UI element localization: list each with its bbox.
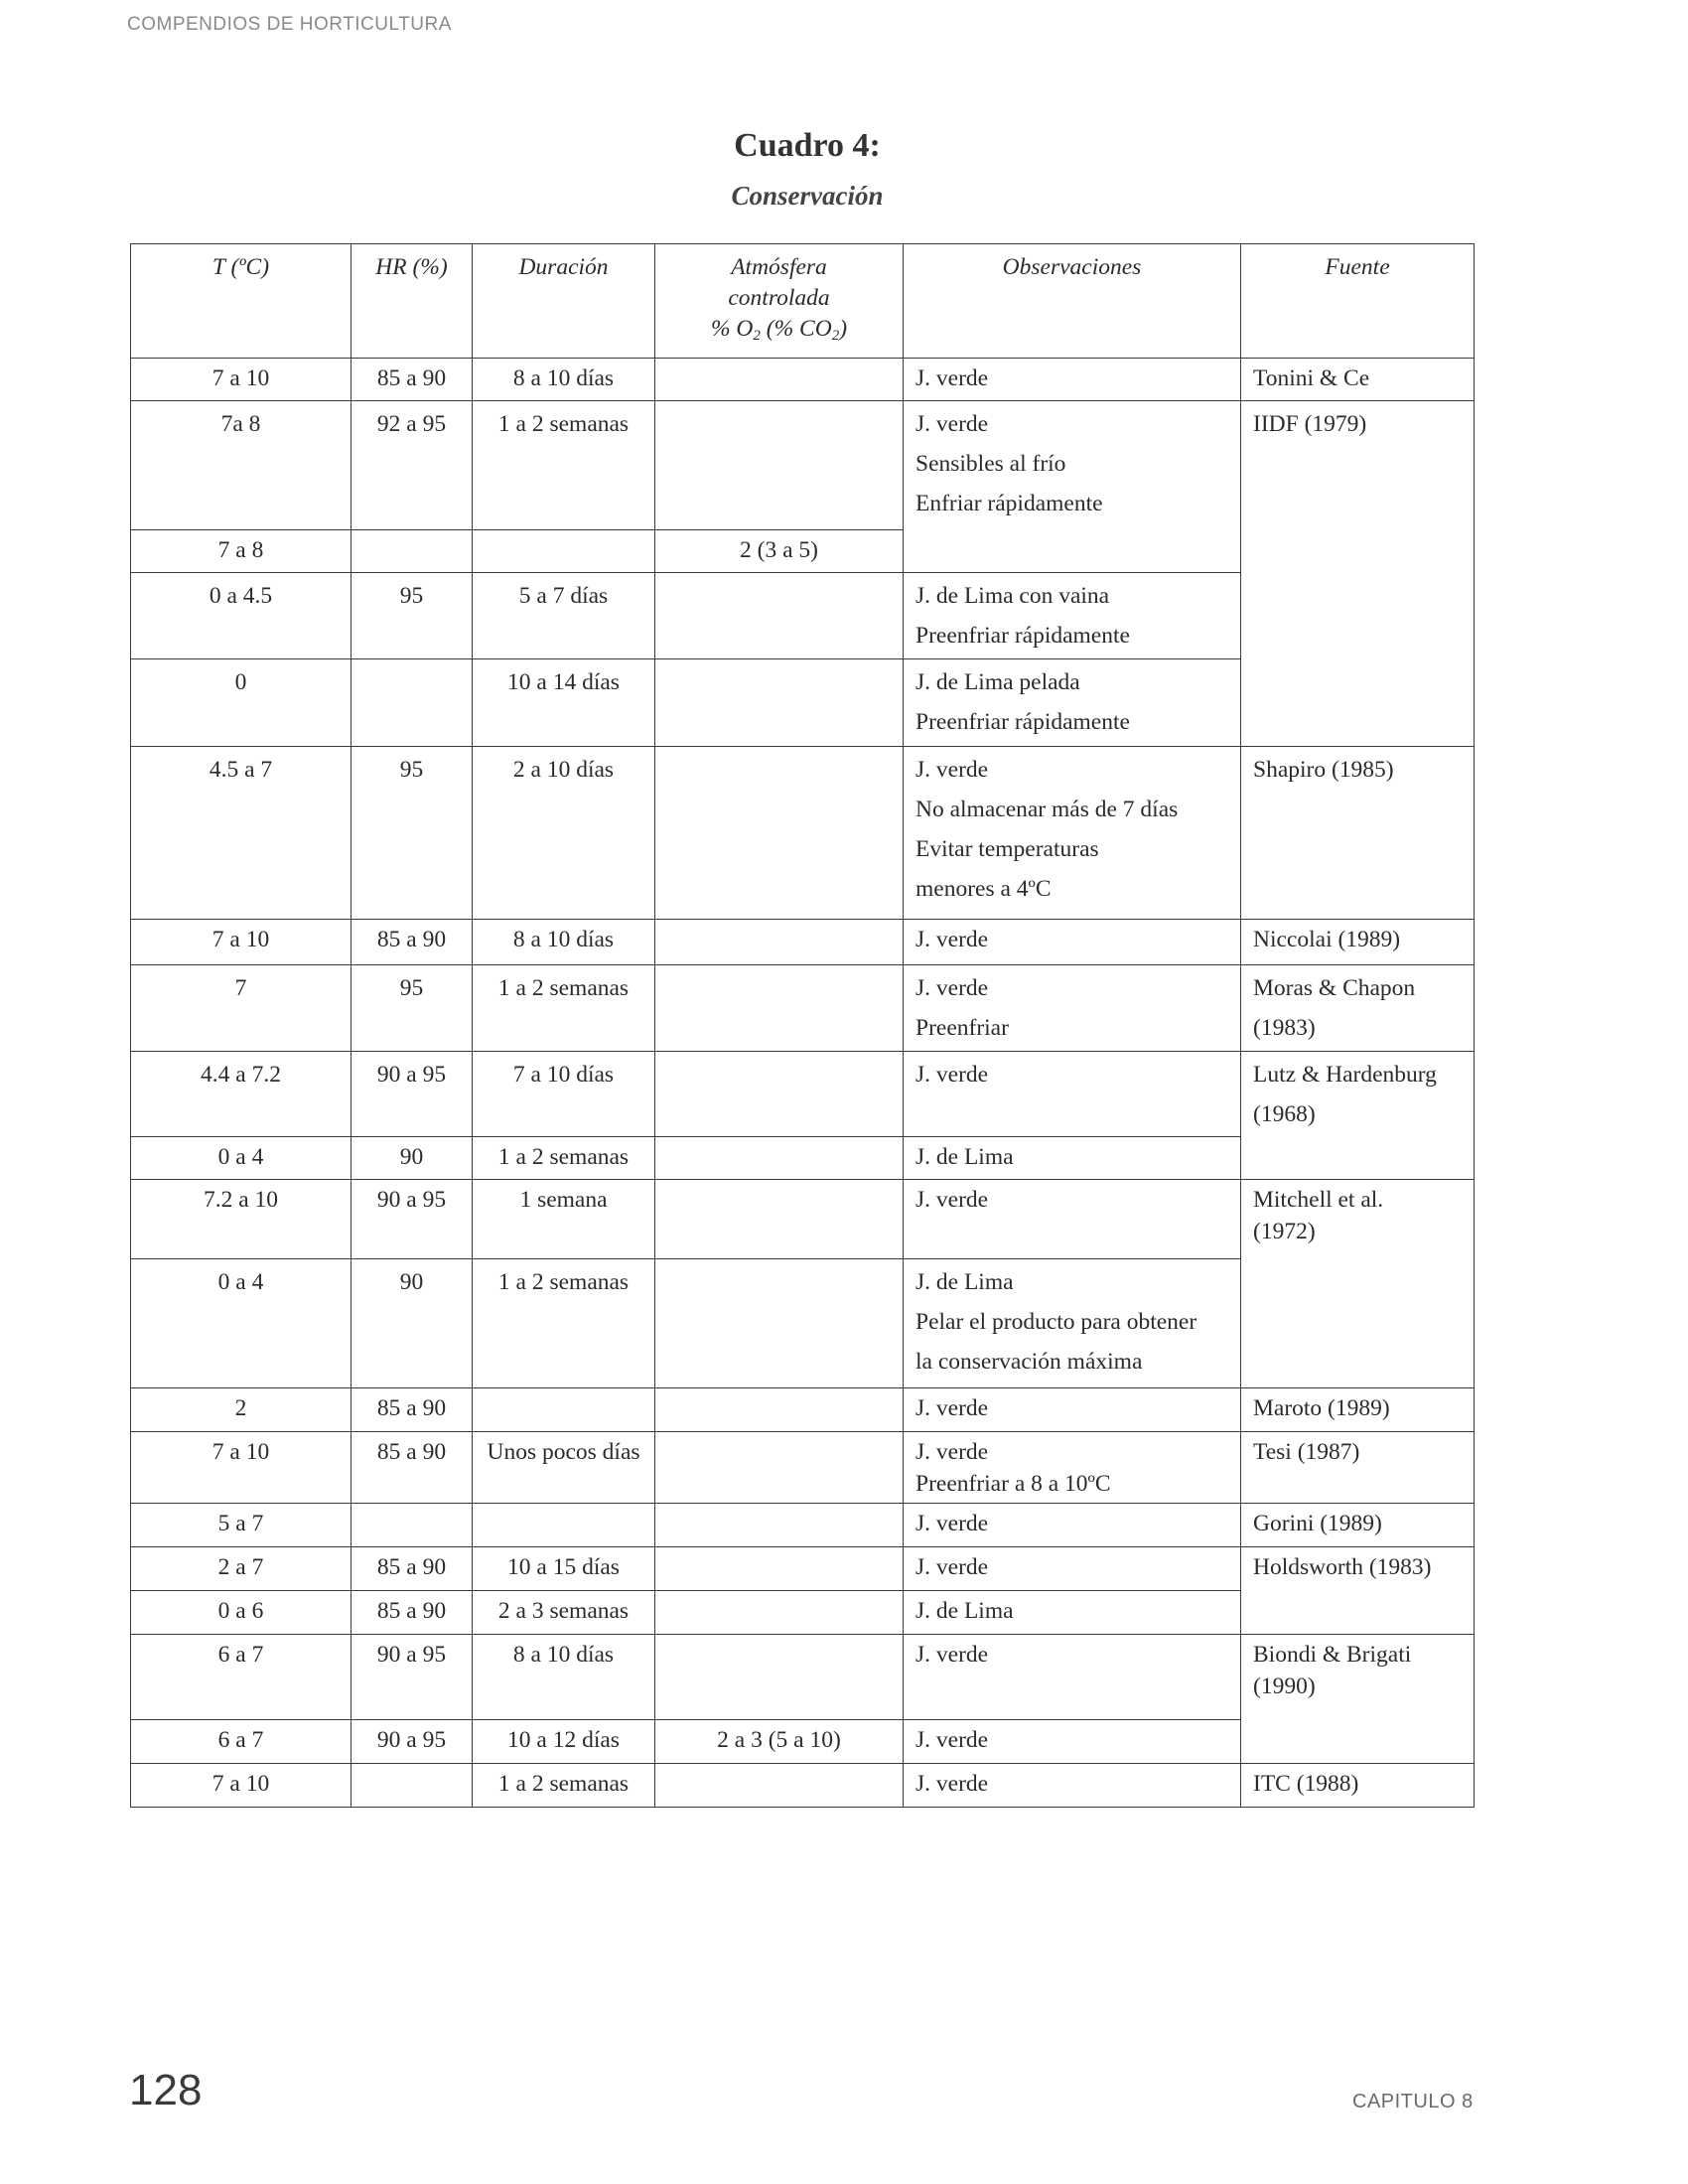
cell-humidity — [352, 1504, 473, 1547]
observation-line: No almacenar más de 7 días — [915, 797, 1179, 822]
cell-temperature: 7 — [131, 965, 352, 1052]
table-header-row — [131, 244, 1475, 359]
observation-line: J. verde — [915, 411, 989, 437]
cell-source: ITC (1988) — [1241, 1764, 1475, 1808]
cell-atmosphere — [655, 1764, 904, 1808]
cell-observations: J. verde — [904, 1764, 1241, 1808]
cell-source: IIDF (1979) — [1241, 401, 1475, 747]
observation-line: J. verde — [915, 1439, 989, 1465]
cell-duration: Unos pocos días — [473, 1432, 655, 1504]
cell-temperature: 6 a 7 — [131, 1720, 352, 1764]
cell-atmosphere — [655, 747, 904, 920]
header-humidity: HR (%) — [352, 244, 473, 359]
header-atmosphere-line1: Atmósfera — [731, 254, 827, 280]
cell-duration: 10 a 12 días — [473, 1720, 655, 1764]
cell-source — [1241, 1180, 1475, 1388]
running-header: COMPENDIOS DE HORTICULTURA — [127, 14, 452, 35]
cell-humidity: 85 a 90 — [352, 1432, 473, 1504]
cell-observations: J. de Lima — [904, 1137, 1241, 1180]
cell-atmosphere — [655, 573, 904, 659]
cell-temperature: 7 a 10 — [131, 920, 352, 965]
cell-temperature: 7 a 10 — [131, 1764, 352, 1808]
cell-observations — [904, 1432, 1241, 1504]
page-number: 128 — [129, 2066, 203, 2114]
cell-atmosphere — [655, 1635, 904, 1720]
table-row — [131, 920, 1475, 965]
cell-humidity — [352, 659, 473, 747]
cell-temperature: 7 a 10 — [131, 359, 352, 401]
observation-line: Sensibles al frío — [915, 451, 1066, 477]
cell-atmosphere — [655, 1259, 904, 1388]
cell-atmosphere: 2 (3 a 5) — [655, 530, 904, 573]
table-title: Cuadro 4: — [734, 127, 881, 164]
cell-source: Holdsworth (1983) — [1241, 1547, 1475, 1635]
cell-duration: 10 a 15 días — [473, 1547, 655, 1591]
cell-temperature: 2 a 7 — [131, 1547, 352, 1591]
observation-line: menores a 4ºC — [915, 876, 1052, 902]
header-source: Fuente — [1241, 244, 1475, 359]
cell-source: Niccolai (1989) — [1241, 920, 1475, 965]
cell-humidity: 85 a 90 — [352, 359, 473, 401]
observation-line: Evitar temperaturas — [915, 836, 1099, 862]
cell-humidity — [352, 530, 473, 573]
cell-temperature: 2 — [131, 1388, 352, 1432]
observation-line: J. de Lima con vaina — [915, 583, 1110, 609]
cell-source: Gorini (1989) — [1241, 1504, 1475, 1547]
table-row — [131, 401, 1475, 530]
table-row — [131, 1635, 1475, 1720]
table-row — [131, 1052, 1475, 1137]
source-line: Moras & Chapon — [1253, 975, 1416, 1001]
cell-observations: J. verde — [904, 1052, 1241, 1137]
header-atmosphere-close: ) — [839, 316, 848, 342]
table-row — [131, 1504, 1475, 1547]
cell-duration: 8 a 10 días — [473, 920, 655, 965]
header-observations: Observaciones — [904, 244, 1241, 359]
cell-atmosphere — [655, 401, 904, 530]
cell-atmosphere — [655, 1432, 904, 1504]
cell-duration: 1 a 2 semanas — [473, 401, 655, 530]
cell-temperature: 0 — [131, 659, 352, 747]
cell-duration: 1 a 2 semanas — [473, 965, 655, 1052]
cell-temperature: 0 a 4 — [131, 1137, 352, 1180]
cell-humidity: 90 — [352, 1259, 473, 1388]
cell-duration: 8 a 10 días — [473, 1635, 655, 1720]
observation-line: J. verde — [915, 757, 989, 783]
observation-line: la conservación máxima — [915, 1349, 1143, 1375]
table-row — [131, 1764, 1475, 1808]
cell-humidity: 90 a 95 — [352, 1180, 473, 1259]
cell-observations: J. verde — [904, 1635, 1241, 1720]
table-row — [131, 359, 1475, 401]
cell-duration: 10 a 14 días — [473, 659, 655, 747]
observation-line: Preenfriar rápidamente — [915, 623, 1130, 649]
header-atmosphere — [655, 244, 904, 359]
cell-duration: 2 a 10 días — [473, 747, 655, 920]
cell-humidity: 95 — [352, 747, 473, 920]
cell-duration: 1 a 2 semanas — [473, 1259, 655, 1388]
cell-atmosphere — [655, 1504, 904, 1547]
cell-atmosphere — [655, 1591, 904, 1635]
cell-atmosphere — [655, 920, 904, 965]
source-line: (1972) — [1253, 1219, 1316, 1244]
header-co2-subscript: 2 — [831, 328, 840, 344]
table-row — [131, 1547, 1475, 1591]
source-line: (1983) — [1253, 1015, 1316, 1041]
cell-humidity: 90 a 95 — [352, 1720, 473, 1764]
header-co2-label: (% CO — [760, 316, 832, 342]
observation-line: Pelar el producto para obtener — [915, 1309, 1197, 1335]
cell-humidity — [352, 1764, 473, 1808]
cell-observations: J. verde — [904, 920, 1241, 965]
observation-line: Preenfriar — [915, 1015, 1009, 1041]
cell-humidity: 90 a 95 — [352, 1052, 473, 1137]
source-line: (1990) — [1253, 1674, 1316, 1699]
table-row — [131, 965, 1475, 1052]
observation-line: J. de Lima pelada — [915, 669, 1080, 695]
cell-duration: 1 a 2 semanas — [473, 1137, 655, 1180]
cell-temperature: 6 a 7 — [131, 1635, 352, 1720]
cell-duration: 2 a 3 semanas — [473, 1591, 655, 1635]
cell-duration: 1 semana — [473, 1180, 655, 1259]
cell-observations — [904, 965, 1241, 1052]
cell-atmosphere — [655, 965, 904, 1052]
cell-observations — [904, 659, 1241, 747]
cell-humidity: 85 a 90 — [352, 1547, 473, 1591]
cell-duration: 8 a 10 días — [473, 359, 655, 401]
observation-line: Preenfriar rápidamente — [915, 709, 1130, 735]
header-o2-subscript: 2 — [753, 328, 761, 344]
cell-source: Maroto (1989) — [1241, 1388, 1475, 1432]
cell-source — [1241, 965, 1475, 1052]
cell-atmosphere — [655, 659, 904, 747]
cell-observations — [904, 1259, 1241, 1388]
source-line: Mitchell et al. — [1253, 1187, 1384, 1213]
cell-atmosphere — [655, 1137, 904, 1180]
cell-observations: J. verde — [904, 1547, 1241, 1591]
cell-source — [1241, 1052, 1475, 1180]
header-temperature: T (ºC) — [131, 244, 352, 359]
cell-atmosphere — [655, 1547, 904, 1591]
cell-temperature: 0 a 6 — [131, 1591, 352, 1635]
cell-observations — [904, 747, 1241, 920]
observation-line: Enfriar rápidamente — [915, 491, 1103, 516]
source-line: Biondi & Brigati — [1253, 1642, 1412, 1668]
cell-temperature: 7a 8 — [131, 401, 352, 530]
cell-temperature: 5 a 7 — [131, 1504, 352, 1547]
cell-humidity: 95 — [352, 965, 473, 1052]
cell-atmosphere: 2 a 3 (5 a 10) — [655, 1720, 904, 1764]
cell-observations — [904, 573, 1241, 659]
header-o2-label: % O — [710, 316, 754, 342]
table-row — [131, 1388, 1475, 1432]
cell-duration — [473, 1504, 655, 1547]
cell-atmosphere — [655, 359, 904, 401]
cell-atmosphere — [655, 1180, 904, 1259]
cell-duration — [473, 530, 655, 573]
cell-humidity: 85 a 90 — [352, 920, 473, 965]
cell-temperature: 0 a 4.5 — [131, 573, 352, 659]
cell-observations: J. verde — [904, 1720, 1241, 1764]
cell-duration — [473, 1388, 655, 1432]
cell-duration: 1 a 2 semanas — [473, 1764, 655, 1808]
header-atmosphere-line2: controlada — [728, 285, 830, 311]
cell-humidity: 85 a 90 — [352, 1388, 473, 1432]
cell-temperature: 0 a 4 — [131, 1259, 352, 1388]
cell-temperature: 7 a 10 — [131, 1432, 352, 1504]
header-atmosphere-line3 — [655, 314, 903, 352]
cell-observations: J. verde — [904, 1180, 1241, 1259]
cell-temperature: 4.4 a 7.2 — [131, 1052, 352, 1137]
table-row — [131, 747, 1475, 920]
cell-atmosphere — [655, 1388, 904, 1432]
cell-humidity: 92 a 95 — [352, 401, 473, 530]
header-duration: Duración — [473, 244, 655, 359]
cell-temperature: 7.2 a 10 — [131, 1180, 352, 1259]
cell-observations: J. de Lima — [904, 1591, 1241, 1635]
cell-humidity: 95 — [352, 573, 473, 659]
cell-duration: 7 a 10 días — [473, 1052, 655, 1137]
cell-source: Tesi (1987) — [1241, 1432, 1475, 1504]
cell-observations: J. verde — [904, 1504, 1241, 1547]
cell-observations — [904, 401, 1241, 573]
conservation-table — [130, 243, 1475, 1808]
source-line: (1968) — [1253, 1101, 1316, 1127]
cell-temperature: 7 a 8 — [131, 530, 352, 573]
cell-observations: J. verde — [904, 359, 1241, 401]
cell-source: Shapiro (1985) — [1241, 747, 1475, 920]
cell-duration: 5 a 7 días — [473, 573, 655, 659]
table-row — [131, 1180, 1475, 1259]
cell-source — [1241, 1635, 1475, 1764]
observation-line: J. de Lima — [915, 1269, 1014, 1295]
table-row — [131, 1432, 1475, 1504]
observation-line: J. verde — [915, 975, 989, 1001]
cell-humidity: 90 — [352, 1137, 473, 1180]
source-line: Lutz & Hardenburg — [1253, 1062, 1437, 1088]
table-subtitle: Conservación — [731, 181, 884, 211]
cell-humidity: 85 a 90 — [352, 1591, 473, 1635]
cell-atmosphere — [655, 1052, 904, 1137]
cell-temperature: 4.5 a 7 — [131, 747, 352, 920]
observation-line: Preenfriar a 8 a 10ºC — [915, 1471, 1111, 1497]
cell-source: Tonini & Ce — [1241, 359, 1475, 401]
cell-observations: J. verde — [904, 1388, 1241, 1432]
cell-humidity: 90 a 95 — [352, 1635, 473, 1720]
chapter-label: CAPITULO 8 — [1352, 2091, 1474, 2112]
